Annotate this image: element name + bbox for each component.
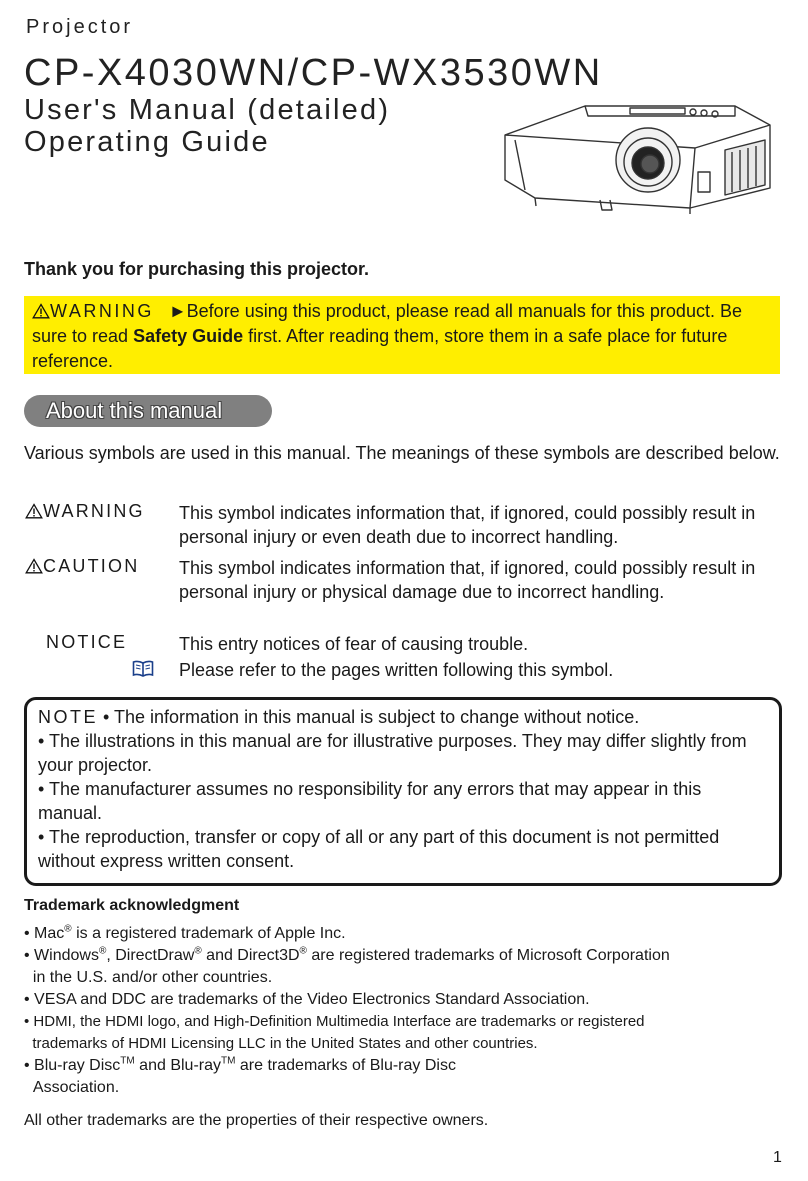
note-item: • The reproduction, transfer or copy of all or any part of this document is not permitted without express written consent. — [38, 827, 720, 871]
book-icon — [132, 660, 154, 678]
warning-text-end: first. After reading them, store them in a safe place for future reference. — [32, 326, 728, 371]
warning-triangle-icon — [32, 303, 50, 319]
trademark-item-vesa: • VESA and DDC are trademarks of the Video Electronics Standard Association. — [24, 991, 590, 1008]
warning-text: ►Before using this product, please read all manuals for this product. Be sure to read — [32, 301, 742, 346]
model-number-title: CP-X4030WN/CP-WX3530WN — [24, 52, 603, 94]
note-label: NOTE — [38, 707, 99, 727]
manual-title-line2: Operating Guide — [24, 126, 270, 158]
trademark-item-windows: • Windows®, DirectDraw® and Direct3D® are registered trademarks of Microsoft Corporation in the U.S. and/or other countries. — [24, 945, 670, 986]
symbol-label-text: WARNING — [43, 501, 145, 521]
note-box — [24, 697, 782, 886]
page-number: 1 — [773, 1149, 782, 1166]
symbol-book-description: Please refer to the pages written following this symbol. — [179, 660, 614, 680]
trademark-item-mac: • Mac® is a registered trademark of Apple Inc. — [24, 923, 346, 942]
symbol-label-text: CAUTION — [43, 556, 140, 576]
manual-title-line1: User's Manual (detailed) — [24, 94, 391, 126]
warning-label: WARNING — [50, 301, 154, 321]
trademark-footer: All other trademarks are the properties of their respective owners. — [24, 1112, 489, 1129]
warning-triangle-icon — [25, 503, 43, 519]
projector-illustration — [480, 100, 780, 230]
warning-triangle-icon — [25, 558, 43, 574]
section-heading-tab: About this manual — [24, 395, 272, 427]
trademark-heading: Trademark acknowledgment — [24, 897, 240, 914]
section-intro: Various symbols are used in this manual. The meanings of these symbols are described below. — [24, 443, 780, 463]
safety-guide-reference: Safety Guide — [133, 326, 244, 346]
symbol-caution-description: This symbol indicates information that, if ignored, could possibly result in personal injury or physical damage due to incorrect handling. — [179, 558, 756, 602]
thank-you-heading: Thank you for purchasing this projector. — [24, 259, 370, 279]
document-category: Projector — [26, 16, 134, 38]
trademark-item-bluray: • Blu-ray Disc™ and Blu-ray™ are trademarks of Blu-ray Disc Association. — [24, 1055, 456, 1096]
symbol-warning-label — [25, 501, 145, 522]
trademark-item-hdmi: • HDMI, the HDMI logo, and High-Definition Multimedia Interface are trademarks or registered trademarks of HDMI Licensing LLC in the United States and other countries. — [24, 1013, 645, 1052]
trademark-list — [24, 923, 794, 1099]
symbol-notice-description: This entry notices of fear of causing trouble. — [179, 634, 529, 654]
symbol-warning-description: This symbol indicates information that, if ignored, could possibly result in personal injury or even death due to incorrect handling. — [179, 503, 756, 547]
note-item: • The information in this manual is subject to change without notice. — [103, 707, 640, 727]
note-item: • The manufacturer assumes no responsibility for any errors that may appear in this manual. — [38, 779, 702, 823]
symbol-notice-label: NOTICE — [46, 632, 128, 652]
warning-callout — [24, 296, 780, 374]
symbol-caution-label — [25, 556, 139, 577]
note-item: • The illustrations in this manual are for illustrative purposes. They may differ slightly from your projector. — [38, 731, 747, 775]
